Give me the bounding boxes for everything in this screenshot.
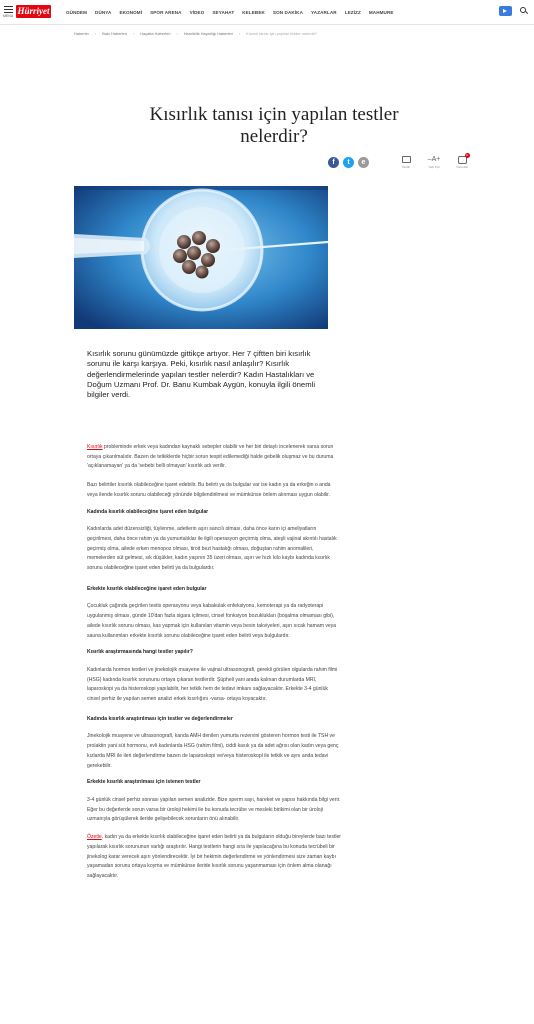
breadcrumb-link[interactable]: Bakı Haberleri bbox=[102, 31, 127, 36]
paragraph-text: probleminde erkek veya kadından kaynaklı sebepler olabilir ve her biri detaylı incelenerek varsa sorun ortaya çıkarılmalıdır. Bazen de tetkiklerde hiçbir sorun tespit edilemediği halde gebelik oluşmaz ve bu duruma 'açıklanamayan' ya da 'sebebi belli olmayan' kısırlık adı verilir. bbox=[87, 444, 334, 470]
nav-item-mahmure[interactable]: MAHMURE bbox=[368, 9, 394, 15]
paragraph: Kadınlarda adet düzensizliği, tüylenme, adetlerin aşırı sancılı olması, daha önce karın içi ameliyatların geçirilmesi, daha önce rahim ya da yumurtalıklar ile ilgili operasyon geçirmiş olma, ateşli vajinal akıntılı hastalık geçirmiş olma, ailede erken menopoz olması, tiroit bezi hastalığı olması, doğuştan rahim anomalileri, memelerden süt gelmesi, sık düşükler, kadın yaşının 35 üzeri olması, aşırı ve hızlı kilo kaybı kadında kısırlık sorunu olabileceğine işaret eden belirti ya da bulgulardır. bbox=[87, 526, 337, 572]
article-title-line: nelerdir? bbox=[240, 126, 308, 147]
breadcrumb-link[interactable]: Hayatta Haberleri bbox=[140, 31, 171, 36]
article-lead: Kısırlık sorunu günümüzde gittikçe artıyor. Her 7 çiftten biri kısırlık sorunu ile karşı karşıya. Peki, kısırlık nasıl anlaşılır? Kısırlık değerlendirmelerinde yapılan testler nelerdir? Kadın Hastalıkları ve Doğum Uzmanı Prof. Dr. Banu Kumbak Aygün, konuyla ilgili önemli bilgiler verdi. bbox=[87, 349, 316, 400]
kisirlik-link[interactable]: Kısırlık bbox=[87, 444, 103, 450]
ivf-embryo-illustration bbox=[74, 186, 328, 329]
article-title bbox=[74, 104, 474, 148]
breadcrumb-separator-icon: › bbox=[94, 31, 97, 36]
font-size-label: Yazı Tipi bbox=[428, 165, 440, 169]
comment-count-badge: 1 bbox=[466, 153, 468, 157]
paragraph: Bazı belirtiler kısırlık olabileceğine işaret edebilir. Bu belirti ya da bulgular var ise kadın ya da erkeğin o anda veya ilende kısırlık sorunu olabileceği yönünde bilgilendirilmesi ve mümkünse önlem alınması uygun olabilir. bbox=[87, 482, 331, 498]
nav-item-kelebek[interactable]: KELEBEK bbox=[242, 9, 265, 15]
site-header bbox=[0, 0, 534, 25]
breadcrumb-current: Kısırlık tanısı için yapılan testler nelerdir? bbox=[246, 31, 318, 36]
paragraph: Çocukluk çağında geçirilen testis operasyonu veya kabakulak enfeksiyonu, kemoterapi ya da radyoterapi uygulanmış olması, günde 10'dan fazla sigara içilmesi, cinsel fonksiyon bozuklukları (boşalma olmaması gibi), ailede kısırlık sorunu olması, kas yapmak için kullanılan vitamin veya besin takviyeleri, aşırı sıcak hamam veya sauna kullanımları erkekte kısırlık sorunu olabileceğine işaret eden belirti veya bulgulardır. bbox=[87, 603, 337, 639]
breadcrumb-separator-icon: › bbox=[238, 31, 241, 36]
breadcrumb-link[interactable]: Hamilelik Hayatlığı Haberleri bbox=[183, 31, 233, 36]
font-size-icon: –A+ bbox=[427, 156, 441, 163]
paragraph: 3-4 günlük cinsel perhiz sonrası yapılan semen analizide. Bize sperm sayı, hareket ve yapısı hakkında bilgi verir. Eğer bu değerlerde sorun varsa bir üroloji hekimi ile bu konuda tecrübe ve mesleki birikimi olan bir üroloji uzmanıyla görüşülerek ileride gelişebilecek sorunların önü alınabilir. bbox=[87, 796, 341, 823]
paragraph bbox=[87, 833, 342, 882]
nav-item-spor-arena[interactable]: SPOR ARENA bbox=[150, 9, 182, 15]
article-title-line: Kısırlık tanısı için yapılan testler bbox=[149, 104, 399, 125]
article-tools bbox=[392, 155, 476, 169]
twitter-share-icon[interactable]: t bbox=[343, 157, 354, 168]
section-heading: Kadında kısırlık araştırılması için testler ve değerlendirmeler bbox=[87, 715, 233, 722]
section-heading: Erkekte kısırlık olabileceğine işaret eden bulgular bbox=[87, 585, 207, 592]
paragraph-text: , kadın ya da erkekte kısırlık olabileceğine işaret eden belirti ya da bulguların olduğu bireylerde bazı testler yapılarak kısırlık sorununun varlığı araştırılır. Hangi testlerin hangi sıra ile yapılacağına bu konuda tecrübeli bir jinekolog karar verecek aşırı yönlendirecektir. İyi bir hekimin değerlendirme ve yönlendirmesi size zaman kaybı yaşamadan sorunu ortaya koyma ve mümkünse ileride kısırlık sorunu yaşanmaması için önlem alma olanağı sağlayacaktır. bbox=[87, 834, 341, 879]
comments-button[interactable] bbox=[448, 155, 476, 169]
nav-item-son-dakika[interactable]: SON DAKİKA bbox=[272, 9, 304, 15]
live-tv-button[interactable] bbox=[499, 6, 512, 16]
nav-item-seyahat[interactable]: SEYAHAT bbox=[212, 9, 235, 15]
paragraph: Jinekolojik muayene ve ultrasonografi, kanda AMH denilen yumurta rezervini gösteren hormon testi ile TSH ve prolaktin yani süt hormonu, evli kadınlarda HSG (rahim filmi), ciddi kasık ya da adet ağrısı olan kadın veya genç kızlarda MRI ile ileri değerlendirme bazen de laparoskopi ve/veya histeroskopi ile tetkik ve aynı anda tedavi gerekebilir. bbox=[87, 733, 339, 769]
search-icon[interactable] bbox=[520, 7, 527, 14]
breadcrumb-separator-icon: › bbox=[132, 31, 135, 36]
menu-button[interactable] bbox=[3, 4, 15, 19]
email-share-icon[interactable]: e bbox=[358, 157, 369, 168]
paragraph: Kadınlarda hormon testleri ve jinekolojik muayene ile vajinal ultrasonografi, gerekli görülen olgularda rahim filmi (HSG) kadında kısırlık sorununu ortaya çıkaran testlerdir. Şüpheli yani arada kalınan durumlarda MRI, laparoskopi ya da histeroskopi yapılabilir, her tetkik hem de tedavi imkanı sağlayacaktır. Erkekte 3-4 günlük cinsel perhiz ile yapılan semen analizi erkek kısırlığını -varsa- ortaya koyacaktır. bbox=[87, 666, 338, 703]
menu-icon bbox=[3, 6, 15, 14]
section-heading: Kısırlık araştırmasında hangi testler yapılır? bbox=[87, 649, 193, 656]
nav-item-dunya[interactable]: DÜNYA bbox=[95, 9, 112, 15]
live-tv-icon bbox=[503, 9, 507, 13]
site-logo[interactable]: Hürriyet bbox=[17, 6, 50, 16]
main-nav bbox=[66, 0, 402, 24]
menu-label: MENU bbox=[3, 14, 14, 18]
print-icon bbox=[402, 156, 411, 163]
share-buttons bbox=[328, 157, 373, 168]
article-hero-image bbox=[74, 186, 328, 329]
breadcrumb bbox=[74, 29, 514, 38]
nav-item-video[interactable]: VİDEO bbox=[189, 9, 205, 15]
nav-item-gundem[interactable]: GÜNDEM bbox=[66, 9, 88, 15]
nav-item-lezizz[interactable]: LEZİZZ bbox=[344, 9, 361, 15]
facebook-share-icon[interactable]: f bbox=[328, 157, 339, 168]
font-size-button[interactable] bbox=[420, 155, 448, 169]
nav-item-ekonomi[interactable]: EKONOMİ bbox=[119, 9, 143, 15]
nav-item-yazarlar[interactable]: YAZARLAR bbox=[311, 9, 337, 15]
ozetle-link[interactable]: Özetle bbox=[87, 834, 102, 841]
comments-label: Yorumlar bbox=[456, 165, 468, 169]
paragraph bbox=[87, 443, 342, 472]
comment-icon bbox=[458, 153, 468, 164]
section-heading: Erkekte kısırlık araştırılması için istenen testler bbox=[87, 779, 201, 786]
print-button[interactable] bbox=[392, 155, 420, 169]
section-heading: Kadında kısırlık olabileceğine işaret eden bulgular bbox=[87, 508, 209, 515]
print-label: Yazdır bbox=[401, 165, 411, 169]
breadcrumb-link[interactable]: Haberler bbox=[74, 31, 89, 36]
article-body bbox=[87, 443, 342, 882]
breadcrumb-separator-icon: › bbox=[176, 31, 178, 36]
